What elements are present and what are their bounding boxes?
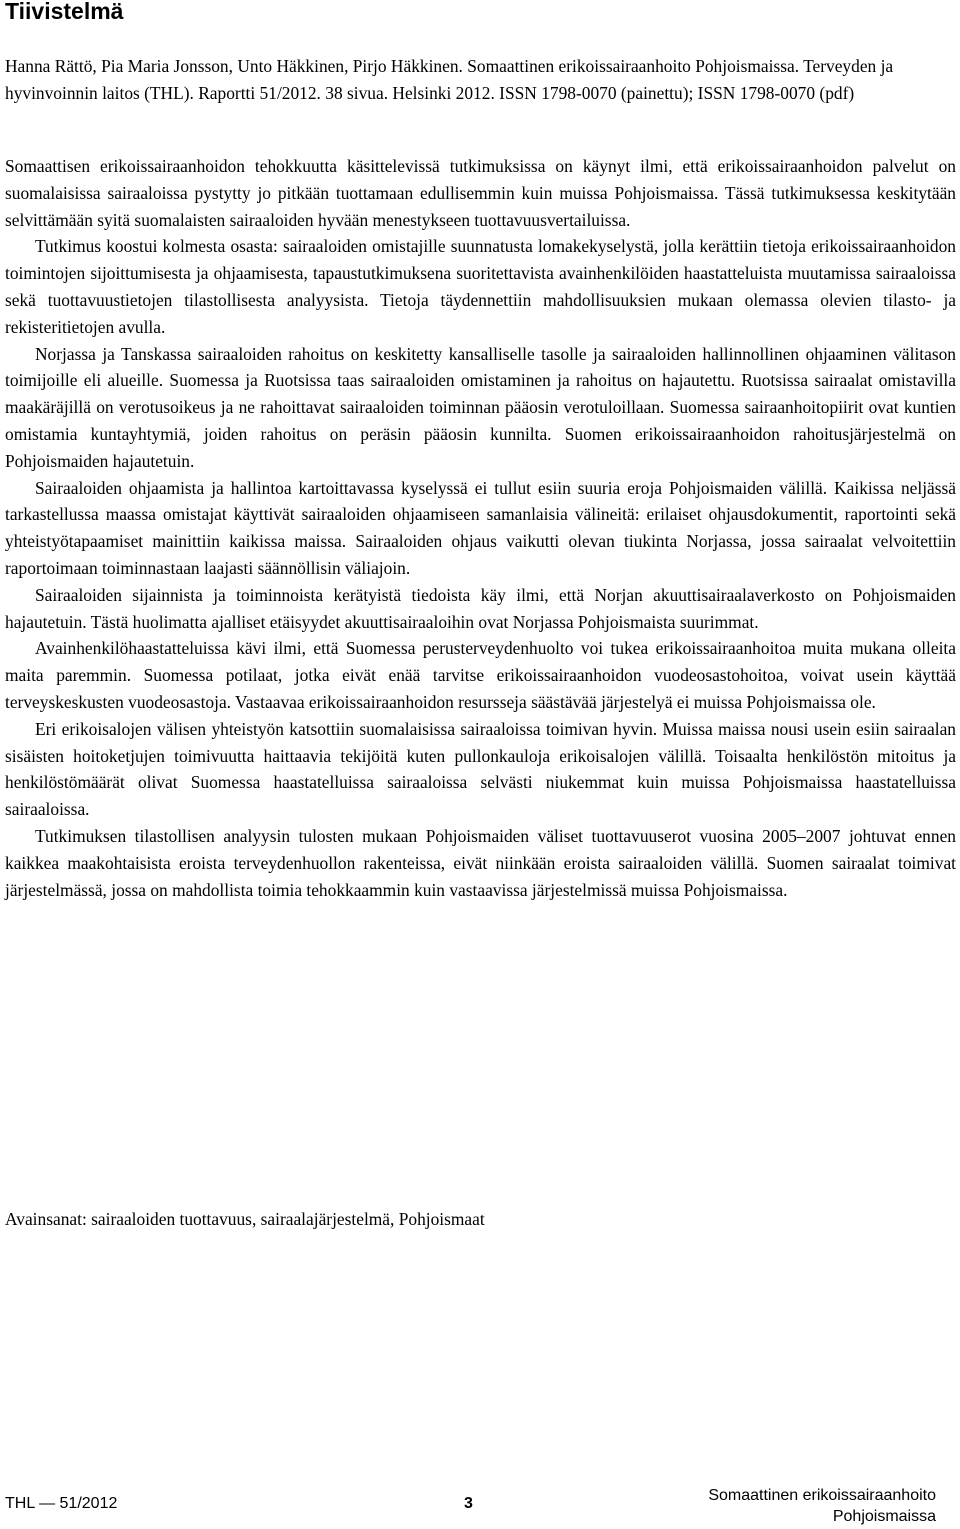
abstract-paragraph: Norjassa ja Tanskassa sairaaloiden rahoitus on keskitetty kansalliselle tasolle ja sairaaloiden hallinnollinen ohjaaminen välitason toimijoille eli alueille. Suomessa ja Ruotsissa taas sairaaloiden omistaminen ja rahoitus on hajautettu. Ruotsissa sairaalat omistavilla maakäräjillä on verotusoikeus ja ne rahoittavat sairaaloiden toiminnan pääosin verotuloillaan. Suomessa sairaanhoitopiirit ovat kuntien omistamia kuntayhtymiä, joiden rahoitus on peräsin pääosin kunnilta. Suomen erikoissairaanhoidon rahoitusjärjestelmä on Pohjoismaiden hajautetuin.: [5, 343, 956, 471]
abstract-paragraph: Somaattisen erikoissairaanhoidon tehokkuutta käsittelevissä tutkimuksissa on käynyt ilmi, että erikoissairaanhoidon palvelut on suomalaisissa sairaaloissa pystytty jo pitkään tuottamaan edullisemmin kuin muissa Pohjoismaissa. Tässä tutkimuksessa keskitytään selvittämään syitä suomalaisten sairaaloiden hyvään menestykseen tuottavuusvertailuissa.: [5, 156, 956, 230]
footer-running-title-line: Somaattinen erikoissairaanhoito: [708, 1487, 936, 1504]
abstract-paragraph: Avainhenkilöhaastatteluissa kävi ilmi, että Suomessa perusterveydenhuolto voi tukea erikoissairaanhoitoa muita mukana olleita maita paremmin. Suomessa potilaat, jotka eivät enää tarvitse erikoissairaanhoidon vuodeosastohoitoa, voivat usein käyttää terveyskeskusten vuodeosastoja. Vastaavaa erikoissairaanhoidon resursseja säästävää järjestelyä ei muissa Pohjoismaissa ole.: [5, 638, 956, 712]
keywords: Avainsanat: sairaaloiden tuottavuus, sairaalajärjestelmä, Pohjoismaat: [5, 1209, 485, 1229]
abstract-paragraph: Sairaaloiden ohjaamista ja hallintoa kartoittavassa kyselyssä ei tullut esiin suuria eroja Pohjoismaiden välillä. Kaikissa neljässä tarkastellussa maassa omistajat käyttivät sairaaloiden ohjaamiseen samanlaisia välineitä: erilaiset ohjausdokumentit, raportointi sekä yhteistyötapaamiset mainittiin kaikissa maissa. Sairaaloiden ohjaus vaikutti olevan tiukinta Norjassa, jossa sairaalat velvoitettiin raportoimaan toiminnastaan laajasti säännöllisin väliajoin.: [5, 477, 956, 578]
footer-running-title-line: Pohjoismaissa: [832, 1508, 936, 1525]
abstract-body: [5, 153, 956, 903]
abstract-paragraph: Tutkimus koostui kolmesta osasta: sairaaloiden omistajille suunnatusta lomakekyselystä, jolla kerättiin tietoja erikoissairaanhoidon toimintojen sijoittumisesta ja ohjaamisesta, tapaustutkimuksena suoritettavista avainhenkilöiden haastatteluista muutamissa sairaaloissa sekä tuottavuustietojen tilastollisesta analyysista. Tietoja täydennettiin mahdollisuuksien mukaan olemassa olevien tilasto- ja rekisteritietojen avulla.: [5, 236, 956, 337]
abstract-paragraph: Sairaaloiden sijainnista ja toiminnoista kerätyistä tiedoista käy ilmi, että Norjan akuuttisairaalaverkosto on Pohjoismaiden hajautetuin. Tästä huolimatta ajalliset etäisyydet akuuttisairaaloihin ovat Norjassa Pohjoismaista suurimmat.: [5, 584, 956, 632]
footer-page-number: 3: [464, 1495, 473, 1512]
page-title: Tiivistelmä: [5, 0, 124, 24]
citation: Hanna Rättö, Pia Maria Jonsson, Unto Häkkinen, Pirjo Häkkinen. Somaattinen erikoissairaanhoito Pohjoismaissa. Terveyden ja hyvinvoinnin laitos (THL). Raportti 51/2012. 38 sivua. Helsinki 2012. ISSN 1798-0070 (painettu); ISSN 1798-0070 (pdf): [5, 56, 894, 103]
footer-running-title: [708, 1485, 936, 1527]
abstract-paragraph: Eri erikoisalojen välisen yhteistyön katsottiin suomalaisissa sairaaloissa toimivan hyvin. Muissa maissa nousi usein esiin sairaalan sisäisten hoitoketjujen toimivuutta haittaavia tekijöitä kuten pullonkauloja erikoisalojen välillä. Toisaalta henkilöstön mitoitus ja henkilöstömäärät olivat Suomessa haastatelluissa sairaaloissa selvästi niukemmat kuin muissa Pohjoismaissa haastatelluissa sairaaloissa.: [5, 718, 956, 820]
footer-publisher: THL — 51/2012: [5, 1495, 118, 1512]
abstract-paragraph: Tutkimuksen tilastollisen analyysin tulosten mukaan Pohjoismaiden väliset tuottavuuserot vuosina 2005–2007 johtuvat ennen kaikkea maakohtaisista eroista terveydenhuollon rakenteissa, eivät niinkään eroista sairaaloiden välillä. Suomen sairaalat toimivat järjestelmässä, jossa on mahdollista toimia tehokkaammin kuin vastaavissa järjestelmissä muissa Pohjoismaissa.: [5, 825, 956, 900]
